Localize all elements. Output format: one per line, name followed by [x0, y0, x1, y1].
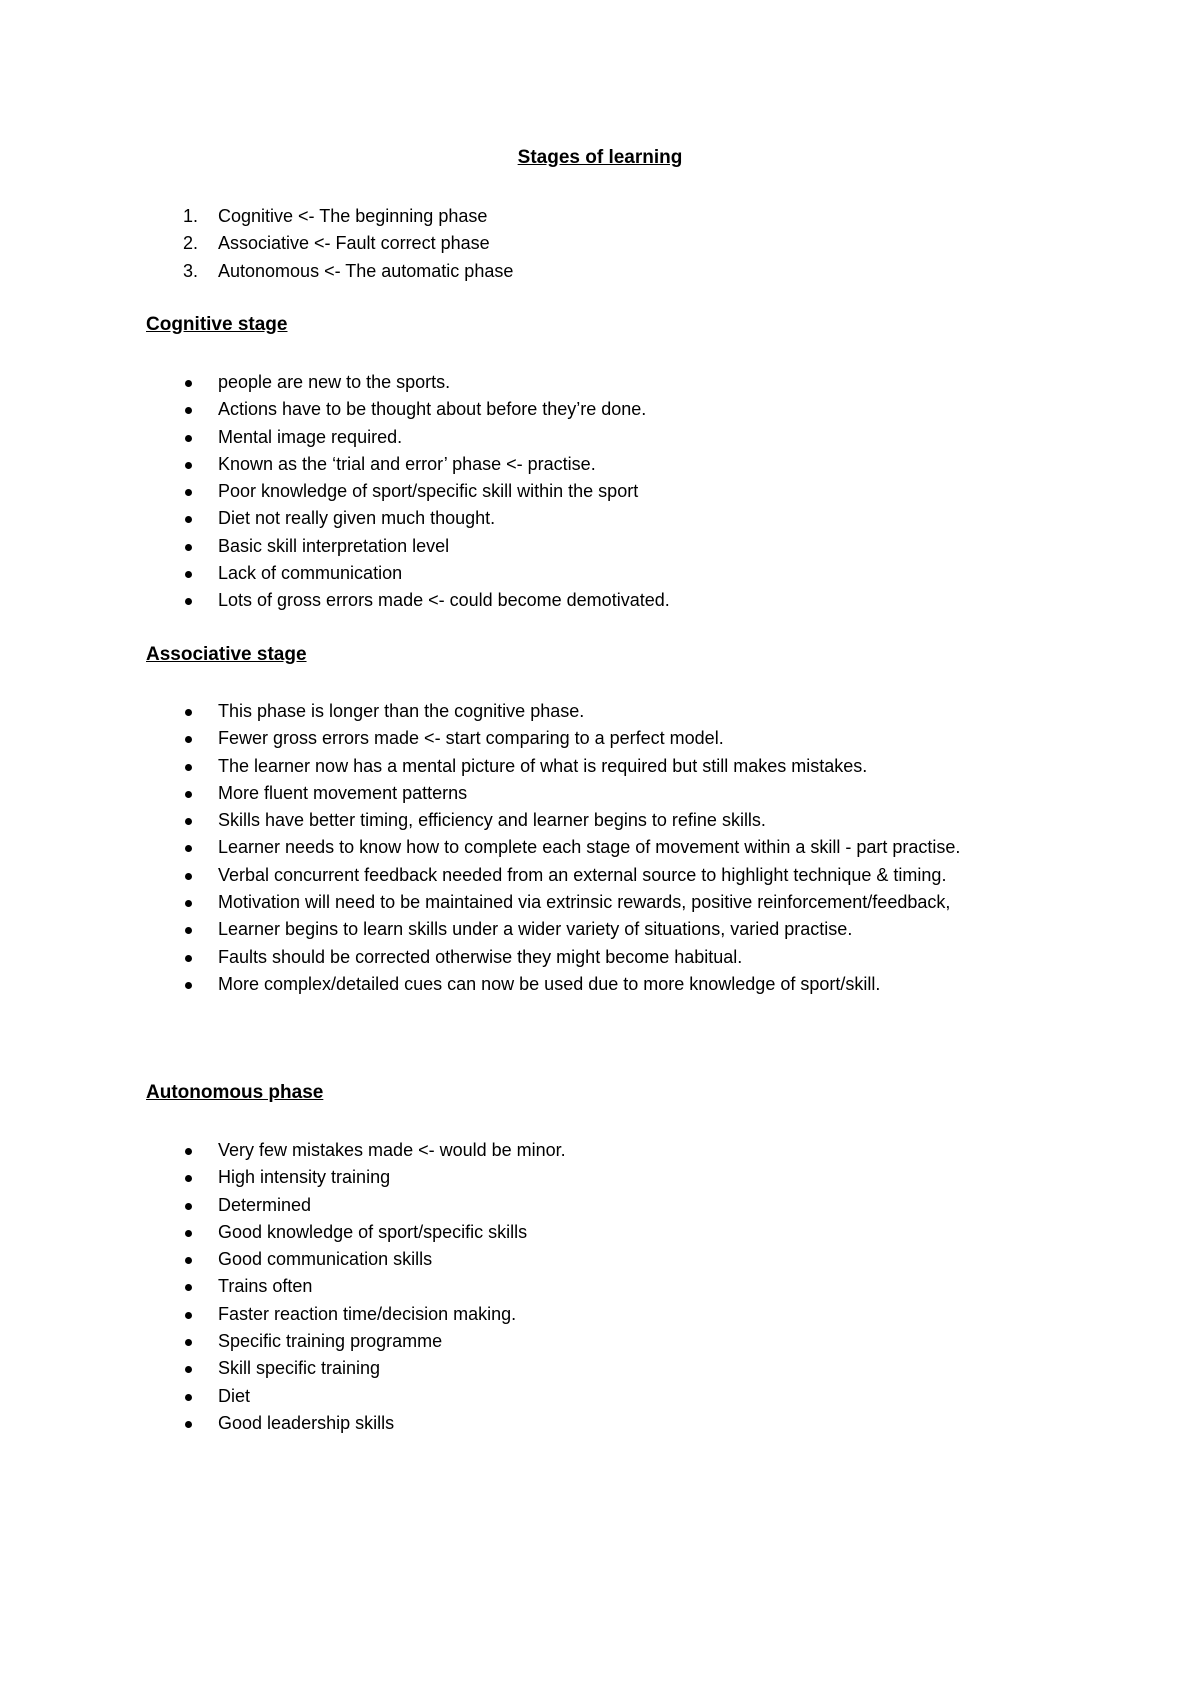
bullet-icon — [185, 1230, 192, 1237]
bullet-icon — [185, 845, 192, 852]
autonomous-phase-list — [146, 1137, 1076, 1437]
list-item-text: Skill specific training — [218, 1358, 381, 1379]
list-item — [146, 698, 1076, 725]
list-item — [146, 505, 1076, 532]
list-item — [146, 1328, 1076, 1355]
list-item — [146, 971, 1076, 998]
bullet-icon — [185, 516, 192, 523]
bullet-icon — [185, 489, 192, 496]
bullet-icon — [185, 1366, 192, 1373]
list-item — [146, 560, 1076, 587]
list-item — [146, 1219, 1076, 1246]
list-item — [146, 533, 1076, 560]
list-item-text: Faults should be corrected otherwise they might become habitual. — [218, 946, 743, 967]
associative-stage-heading: Associative stage — [146, 644, 307, 665]
stage-text: Autonomous <- The automatic phase — [218, 260, 514, 281]
list-item-text: Known as the ‘trial and error’ phase <- practise. — [218, 453, 596, 474]
bullet-icon — [185, 764, 192, 771]
bullet-icon — [185, 1421, 192, 1428]
list-item — [146, 889, 1076, 916]
list-item-text: Poor knowledge of sport/specific skill within the sport — [218, 481, 639, 502]
list-item-text: Diet — [218, 1385, 251, 1406]
list-item — [146, 1410, 1076, 1437]
stage-number: 2. — [183, 233, 199, 254]
bullet-icon — [185, 1175, 192, 1182]
list-item — [146, 862, 1076, 889]
bullet-icon — [185, 462, 192, 469]
list-item-text: Basic skill interpretation level — [218, 535, 450, 556]
bullet-icon — [185, 982, 192, 989]
list-item — [146, 396, 1076, 423]
list-item-text: This phase is longer than the cognitive phase. — [218, 701, 585, 721]
list-item — [146, 369, 1076, 396]
stage-item — [146, 258, 1076, 285]
stage-text: Associative <- Fault correct phase — [218, 233, 490, 254]
bullet-icon — [185, 1339, 192, 1346]
list-item — [146, 1383, 1076, 1410]
bullet-icon — [185, 1148, 192, 1155]
bullet-icon — [185, 435, 192, 442]
list-item-text: The learner now has a mental picture of what is required but still makes mistakes. — [218, 755, 868, 776]
list-item-text: Verbal concurrent feedback needed from an external source to highlight technique & timing. — [218, 864, 947, 885]
list-item-text: people are new to the sports. — [218, 372, 451, 392]
list-item — [146, 1355, 1076, 1382]
bullet-icon — [185, 407, 192, 414]
bullet-icon — [185, 380, 192, 387]
list-item — [146, 1301, 1076, 1328]
list-item — [146, 1246, 1076, 1273]
stage-item — [146, 230, 1076, 257]
stages-list — [146, 203, 1076, 285]
bullet-icon — [185, 1394, 192, 1401]
list-item-text: High intensity training — [218, 1167, 391, 1188]
bullet-icon — [185, 955, 192, 962]
bullet-icon — [185, 900, 192, 907]
list-item-text: Diet not really given much thought. — [218, 508, 496, 529]
list-item — [146, 834, 1076, 861]
bullet-icon — [185, 736, 192, 743]
list-item — [146, 1273, 1076, 1300]
list-item-text: Faster reaction time/decision making. — [218, 1303, 517, 1324]
bullet-icon — [185, 791, 192, 798]
list-item — [146, 424, 1076, 451]
associative-stage-list — [146, 698, 1076, 998]
list-item-text: Specific training programme — [218, 1331, 443, 1352]
list-item — [146, 725, 1076, 752]
list-item-text: More fluent movement patterns — [218, 782, 468, 803]
list-item-text: Lots of gross errors made <- could become demotivated. — [218, 590, 670, 611]
bullet-icon — [185, 709, 192, 716]
bullet-icon — [185, 873, 192, 880]
cognitive-stage-heading: Cognitive stage — [146, 314, 288, 335]
list-item-text: Fewer gross errors made <- start comparing to a perfect model. — [218, 728, 724, 749]
list-item-text: Good knowledge of sport/specific skills — [218, 1221, 528, 1242]
bullet-icon — [185, 544, 192, 551]
autonomous-phase-heading: Autonomous phase — [146, 1082, 324, 1103]
bullet-icon — [185, 1284, 192, 1291]
bullet-icon — [185, 927, 192, 934]
stage-text: Cognitive <- The beginning phase — [218, 206, 488, 226]
list-item-text: Actions have to be thought about before they’re done. — [218, 399, 647, 420]
stage-number: 3. — [183, 260, 199, 281]
bullet-icon — [185, 1312, 192, 1319]
list-item-text: Skills have better timing, efficiency and learner begins to refine skills. — [218, 810, 766, 831]
list-item — [146, 478, 1076, 505]
list-item-text: Lack of communication — [218, 563, 403, 584]
list-item-text: Motivation will need to be maintained via extrinsic rewards, positive reinforcement/feedback, — [218, 892, 951, 913]
list-item — [146, 916, 1076, 943]
stage-number: 1. — [183, 206, 199, 226]
list-item — [146, 1192, 1076, 1219]
bullet-icon — [185, 1203, 192, 1210]
page-title: Stages of learning — [517, 147, 683, 168]
list-item — [146, 587, 1076, 614]
bullet-icon — [185, 571, 192, 578]
list-item-text: Learner begins to learn skills under a wider variety of situations, varied practise. — [218, 919, 853, 940]
list-item-text: Good communication skills — [218, 1249, 433, 1270]
list-item-text: Mental image required. — [218, 426, 403, 447]
list-item — [146, 1137, 1076, 1164]
list-item — [146, 807, 1076, 834]
list-item-text: Good leadership skills — [218, 1412, 395, 1433]
list-item-text: More complex/detailed cues can now be used due to more knowledge of sport/skill. — [218, 973, 881, 994]
list-item — [146, 780, 1076, 807]
list-item-text: Very few mistakes made <- would be minor. — [218, 1140, 566, 1160]
list-item — [146, 1164, 1076, 1191]
bullet-icon — [185, 598, 192, 605]
list-item-text: Determined — [218, 1194, 312, 1215]
list-item-text: Trains often — [218, 1276, 313, 1297]
stage-item — [146, 203, 1076, 230]
bullet-icon — [185, 818, 192, 825]
list-item — [146, 944, 1076, 971]
cognitive-stage-list — [146, 369, 1076, 615]
list-item — [146, 451, 1076, 478]
bullet-icon — [185, 1257, 192, 1264]
list-item — [146, 753, 1076, 780]
list-item-text: Learner needs to know how to complete each stage of movement within a skill - part practise. — [218, 837, 961, 858]
